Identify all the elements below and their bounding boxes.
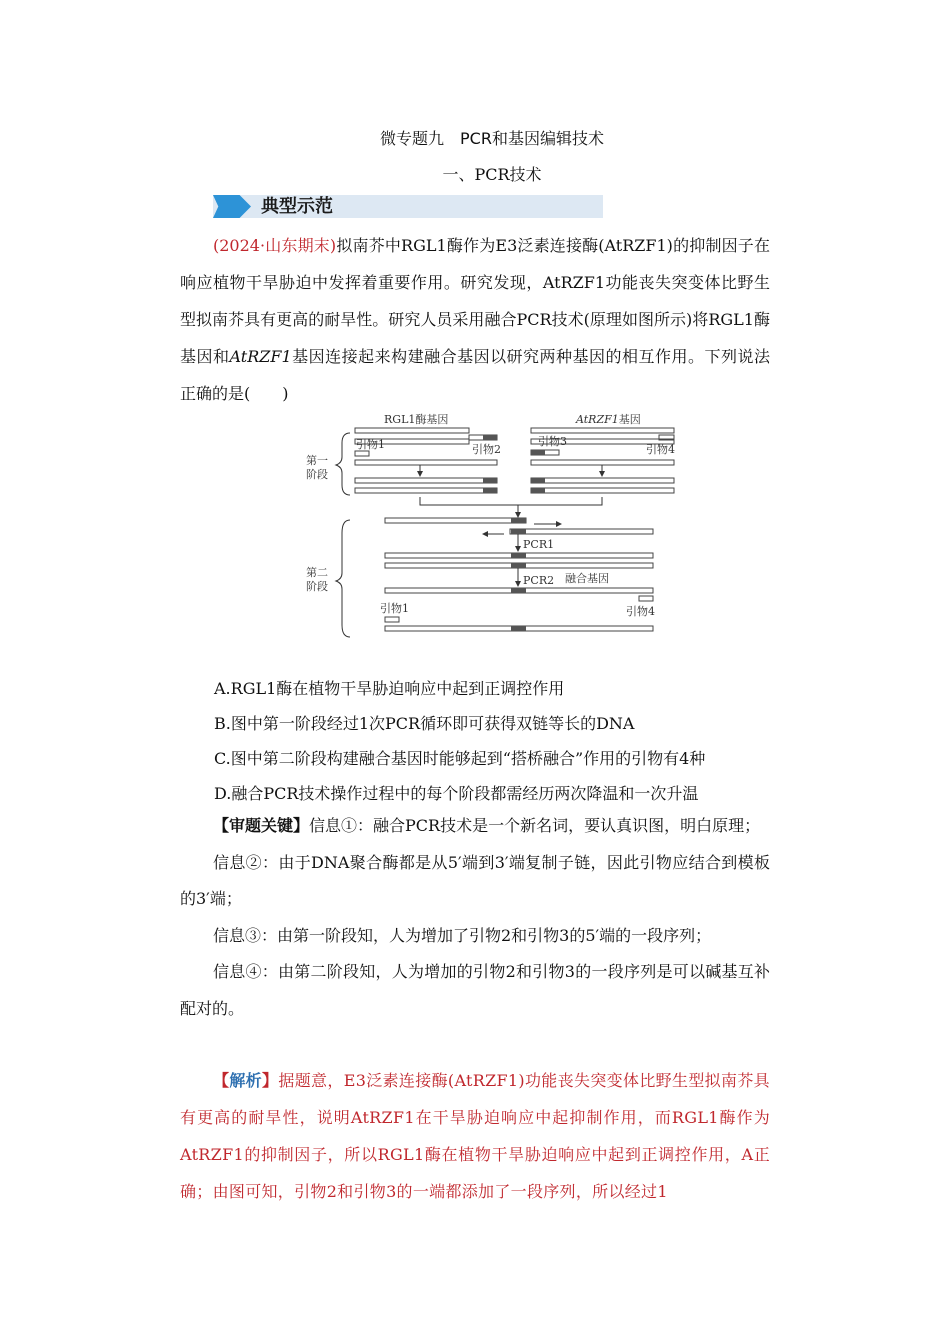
primer1-label: 引物1 (356, 438, 385, 451)
option-a: A.RGL1酶在植物干旱胁迫响应中起到正调控作用 (214, 679, 565, 698)
primer2-label: 引物2 (472, 443, 501, 456)
analysis-text: 据题意，E3泛素连接酶(AtRZF1)功能丧失突变体比野生型拟南芥具有更高的耐旱性，说明AtRZF1在干旱胁迫响应中起抑制作用，而RGL1酶作为AtRZF1的抑制因子，所以RGL1酶在植物干旱胁迫响应中起到正调控作用，A正确；由图可知，引物2和引物3的一端都添加了一段序列，所以经过1 (180, 1071, 770, 1201)
section-subtitle: 一、PCR技术 (442, 165, 542, 184)
pcr2-label: PCR2 (523, 574, 555, 587)
stage2-label-1: 第二 (306, 566, 328, 579)
fusion-gene-label: 融合基因 (565, 572, 609, 585)
question-source: (2024·山东期末) (213, 236, 337, 255)
key-info-3: 信息③：由第一阶段知，人为增加了引物2和引物3的5′端的一段序列； (213, 925, 712, 945)
option-d: D.融合PCR技术操作过程中的每个阶段都需经历两次降温和一次升温 (214, 784, 699, 803)
question-body: 拟南芥中RGL1酶作为E3泛素连接酶(AtRZF1)的抑制因子在响应植物干旱胁迫中发挥着重要作用。研究发现，AtRZF1功能丧失突变体比野生型拟南芥具有更高的耐旱性。研究人员采用融合PCR技术(原理如图所示)将RGL1酶基因和 (180, 236, 770, 366)
banner-arrow-icon (213, 195, 251, 218)
section-banner (213, 195, 603, 218)
key-info-label: 【审题关键】 (213, 816, 310, 835)
gene-left-label: RGL1酶基因 (384, 413, 449, 426)
primer4-label: 引物4 (646, 443, 675, 456)
pcr1-label: PCR1 (523, 538, 555, 551)
analysis-block (180, 1062, 770, 1210)
page-title: 微专题九 PCR和基因编辑技术 (380, 129, 604, 148)
primer4-b-label: 引物4 (626, 605, 655, 618)
primer4-b-bar (639, 596, 653, 601)
option-b: B.图中第一阶段经过1次PCR循环即可获得双链等长的DNA (214, 714, 635, 733)
key-info-1: 信息①：融合PCR技术是一个新名词，要认真识图，明白原理； (309, 816, 761, 835)
stage2-label-2: 阶段 (306, 580, 328, 593)
question-text (180, 227, 770, 412)
primer3-label: 引物3 (538, 435, 567, 448)
option-c: C.图中第二阶段构建融合基因时能够起到“搭桥融合”作用的引物有4种 (214, 749, 706, 768)
gene-right-label: AtRZF1基因 (576, 413, 641, 426)
primer1-bar (355, 451, 369, 456)
key-info-4: 信息④：由第二阶段知，人为增加的引物2和引物3的一段序列是可以碱基互补配对的。 (180, 962, 770, 1018)
stage1-label-2: 阶段 (306, 468, 328, 481)
key-info-block (180, 808, 770, 1027)
question-tail: 基因连接起来构建融合基因以研究两种基因的相互作用。下列说法正确的是( ) (180, 347, 770, 403)
rgl1-gene-bar (355, 428, 469, 433)
key-info-2: 信息②：由于DNA聚合酶都是从5′端到3′端复制子链，因此引物应结合到模板的3′端； (180, 852, 770, 908)
fusion-pcr-diagram (300, 405, 680, 645)
question-italic-gene: AtRZF1 (229, 347, 292, 366)
stage1-label-1: 第一 (306, 454, 328, 467)
primer1-b-bar (385, 617, 399, 622)
primer1-b-label: 引物1 (380, 602, 409, 615)
atrzf1-gene-bar (531, 428, 674, 433)
analysis-label: 【解析】 (213, 1071, 279, 1090)
banner-label: 典型示范 (261, 196, 333, 217)
